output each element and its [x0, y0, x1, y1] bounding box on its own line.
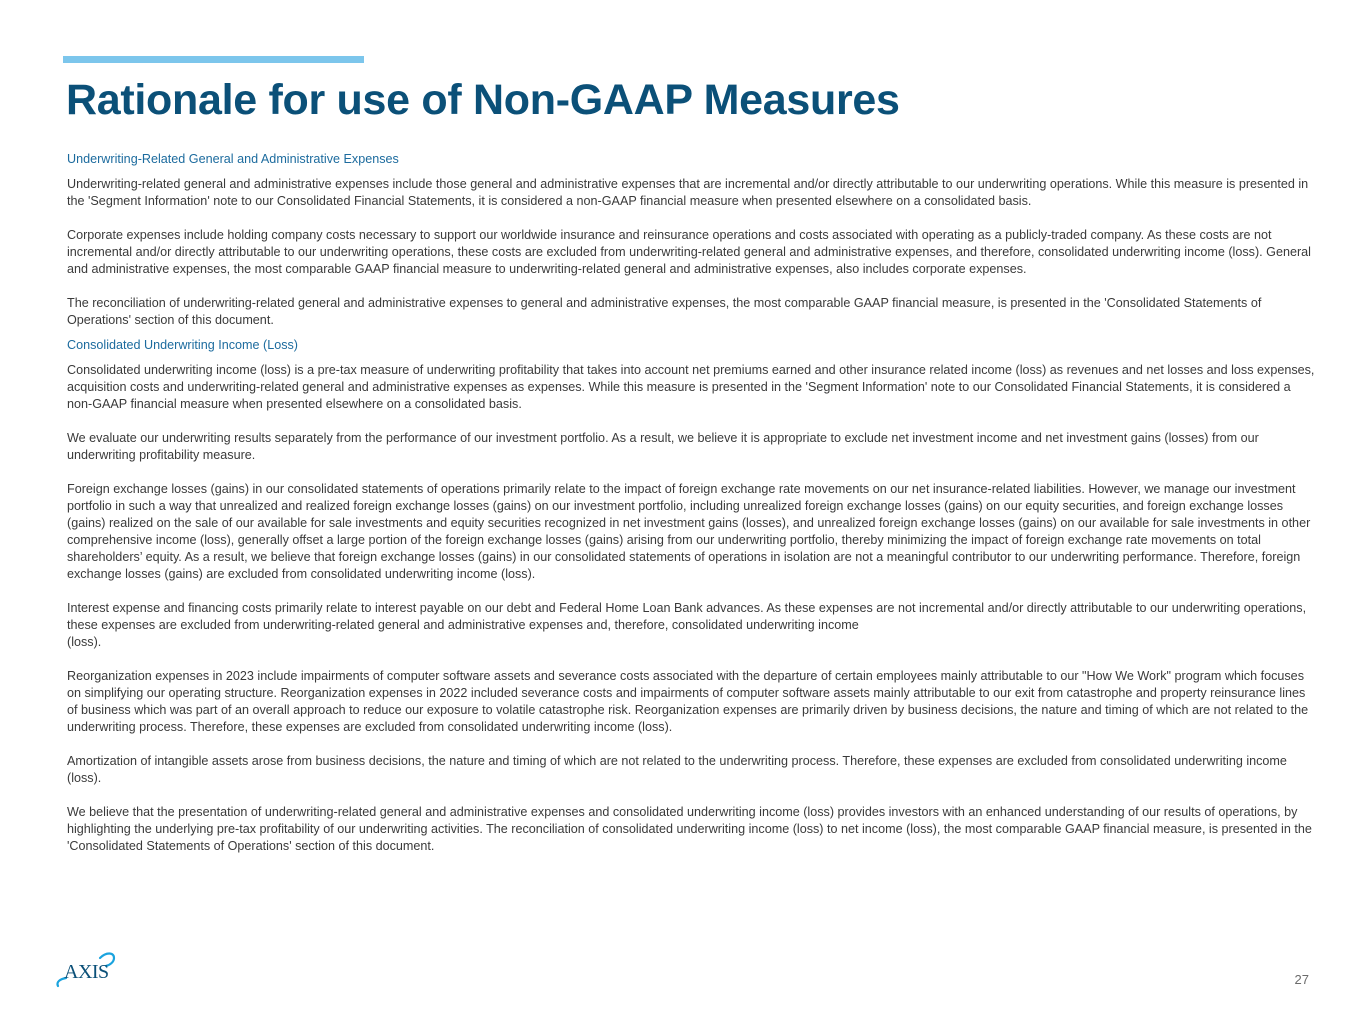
- section-heading: Underwriting-Related General and Administrative Expenses: [67, 152, 399, 166]
- logo-text: AXIS: [64, 961, 109, 983]
- paragraph: We believe that the presentation of underwriting-related general and administrative expenses and consolidated underwriting income (loss) provides investors with an enhanced understanding of our results of operations, by highlighting the underlying pre-tax profitability of our underwriting activities. The reconciliation of consolidated underwriting income (loss) to net income (loss), the most comparable GAAP financial measure, is presented in the 'Consolidated Statements of Operations' section of this document.: [67, 805, 1312, 853]
- page-title: Rationale for use of Non-GAAP Measures: [66, 76, 900, 124]
- paragraph: Amortization of intangible assets arose from business decisions, the nature and timing of which are not related to the underwriting process. Therefore, these expenses are excluded from consolidated underwriting income (loss).: [67, 754, 1287, 785]
- paragraph: We evaluate our underwriting results separately from the performance of our investment portfolio. As a result, we believe it is appropriate to exclude net investment income and net investment gains (losses) from our underwriting profitability measure.: [67, 431, 1259, 462]
- section-consolidated-underwriting-income: [67, 337, 1317, 855]
- content-body: [67, 151, 1317, 872]
- section-underwriting-ga-expenses: [67, 151, 1317, 329]
- title-accent-bar: [63, 56, 364, 63]
- paragraph: Corporate expenses include holding company costs necessary to support our worldwide insurance and reinsurance operations and costs associated with operating as a publicly-traded company. As these costs are not incremental and/or directly attributable to our underwriting operations, these costs are excluded from underwriting-related general and administrative expenses, and therefore, consolidated underwriting income (loss). General and administrative expenses, the most comparable GAAP financial measure to underwriting-related general and administrative expenses, also includes corporate expenses.: [67, 228, 1311, 276]
- paragraph: Consolidated underwriting income (loss) is a pre-tax measure of underwriting profitability that takes into account net premiums earned and other insurance related income (loss) as revenues and net losses and loss expenses, acquisition costs and underwriting-related general and administrative expenses as expenses. While this measure is presented in the 'Segment Information' note to our Consolidated Financial Statements, it is considered a non-GAAP financial measure when presented elsewhere on a consolidated basis.: [67, 363, 1315, 411]
- axis-logo: [54, 948, 118, 992]
- page-number: 27: [1294, 972, 1309, 987]
- section-heading: Consolidated Underwriting Income (Loss): [67, 338, 298, 352]
- paragraph: Reorganization expenses in 2023 include impairments of computer software assets and severance costs associated with the departure of certain employees mainly attributable to our "How We Work" program which focuses on simplifying our operating structure. Reorganization expenses in 2022 included severance costs and impairments of computer software assets mainly attributable to our exit from catastrophe and property reinsurance lines of business which was part of an overall approach to reduce our exposure to volatile catastrophe risk. Reorganization expenses are primarily driven by business decisions, the nature and timing of which are not related to the underwriting process. Therefore, these expenses are excluded from consolidated underwriting income (loss).: [67, 669, 1309, 734]
- paragraph: Interest expense and financing costs primarily relate to interest payable on our debt and Federal Home Loan Bank advances. As these expenses are not incremental and/or directly attributable to our underwriting operations, these expenses are excluded from underwriting-related general and administrative expenses and, therefore, consolidated underwriting income (loss).: [67, 601, 1307, 649]
- paragraph: The reconciliation of underwriting-related general and administrative expenses to general and administrative expenses, the most comparable GAAP financial measure, is presented in the 'Consolidated Statements of Operations' section of this document.: [67, 296, 1262, 327]
- paragraph: Foreign exchange losses (gains) in our consolidated statements of operations primarily relate to the impact of foreign exchange rate movements on our net insurance-related liabilities. However, we manage our investment portfolio in such a way that unrealized and realized foreign exchange losses (gains) on our investment portfolio, including unrealized foreign exchange losses (gains) on our equity securities, and foreign exchange losses (gains) realized on the sale of our available for sale investments and equity securities recognized in net investment gains (losses), and unrealized foreign exchange losses (gains) on our available for sale investments in other comprehensive income (loss), generally offset a large portion of the foreign exchange losses (gains) arising from our underwriting portfolio, thereby minimizing the impact of foreign exchange rate movements on total shareholders’ equity. As a result, we believe that foreign exchange losses (gains) in our consolidated statements of operations in isolation are not a meaningful contributor to our underwriting performance. Therefore, foreign exchange losses (gains) are excluded from consolidated underwriting income (loss).: [67, 482, 1311, 581]
- paragraph: Underwriting-related general and administrative expenses include those general and administrative expenses that are incremental and/or directly attributable to our underwriting operations. While this measure is presented in the 'Segment Information' note to our Consolidated Financial Statements, it is considered a non-GAAP financial measure when presented elsewhere on a consolidated basis.: [67, 177, 1309, 208]
